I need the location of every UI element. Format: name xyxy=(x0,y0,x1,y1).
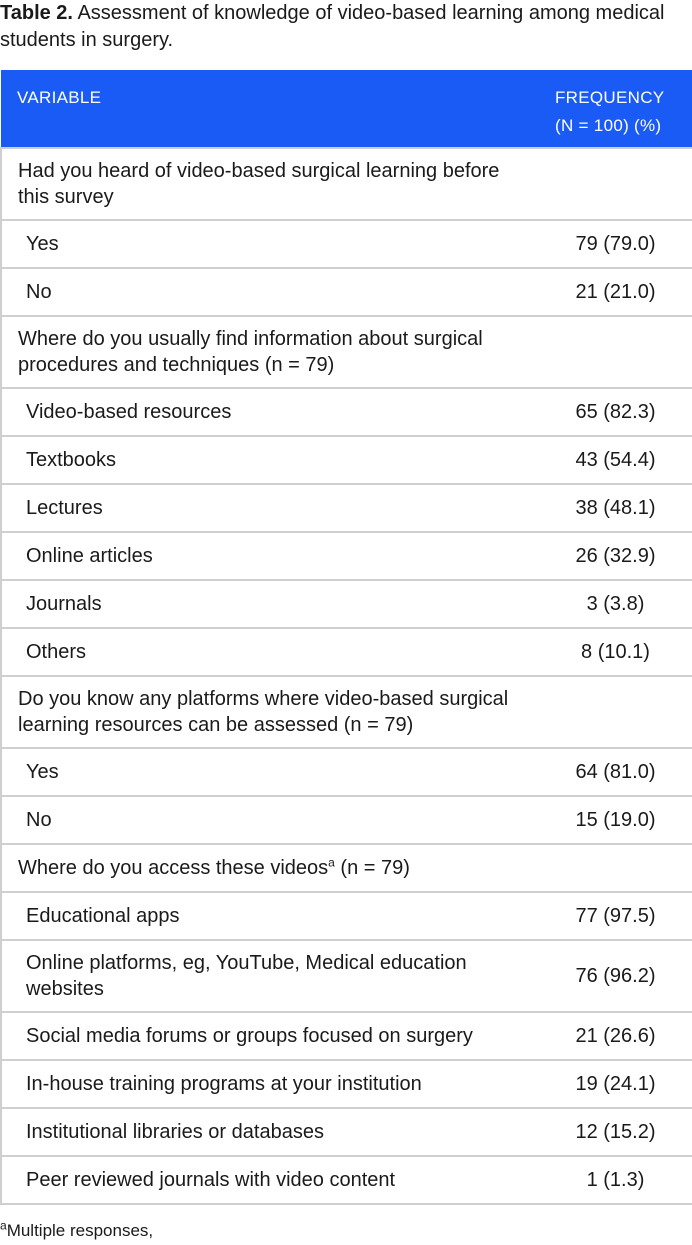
option-label xyxy=(1,436,539,484)
frequency-value xyxy=(539,844,692,892)
frequency-value: 77 (97.5) xyxy=(539,892,692,940)
frequency-value: 26 (32.9) xyxy=(539,532,692,580)
frequency-value xyxy=(539,316,692,388)
question-label xyxy=(1,844,539,892)
option-row xyxy=(1,748,692,796)
frequency-value: 19 (24.1) xyxy=(539,1060,692,1108)
question-label xyxy=(1,676,539,748)
option-label xyxy=(1,1012,539,1060)
footnote-text: Multiple responses, xyxy=(6,1221,154,1240)
footnote-reference: a xyxy=(328,855,335,870)
frequency-value: 12 (15.2) xyxy=(539,1108,692,1156)
option-label xyxy=(1,748,539,796)
question-row xyxy=(1,844,692,892)
option-row xyxy=(1,1012,692,1060)
frequency-value: 8 (10.1) xyxy=(539,628,692,676)
row-label-text: Where do you access these videos xyxy=(18,857,329,879)
frequency-value: 3 (3.8) xyxy=(539,580,692,628)
question-label xyxy=(1,148,539,220)
question-row xyxy=(1,676,692,748)
row-label-text: In-house training programs at your institution xyxy=(26,1073,422,1095)
table-title: Assessment of knowledge of video-based learning among medical students in surgery. xyxy=(0,2,665,51)
row-label-text: No xyxy=(26,281,52,303)
option-label xyxy=(1,1060,539,1108)
option-row xyxy=(1,1156,692,1204)
row-label-text: Social media forums or groups focused on surgery xyxy=(26,1025,473,1047)
row-label-text: Online platforms, eg, YouTube, Medical education websites xyxy=(26,952,467,1000)
option-label xyxy=(1,1156,539,1204)
option-row xyxy=(1,436,692,484)
row-label-text: Institutional libraries or databases xyxy=(26,1121,324,1143)
question-row xyxy=(1,316,692,388)
frequency-value: 1 (1.3) xyxy=(539,1156,692,1204)
header-frequency-line1: FREQUENCY xyxy=(555,88,665,107)
footnote-marker: a xyxy=(0,1218,7,1233)
option-row xyxy=(1,1060,692,1108)
question-row xyxy=(1,148,692,220)
option-row xyxy=(1,1108,692,1156)
option-label xyxy=(1,388,539,436)
option-row xyxy=(1,796,692,844)
option-label xyxy=(1,628,539,676)
frequency-value xyxy=(539,676,692,748)
frequency-value: 38 (48.1) xyxy=(539,484,692,532)
row-label-text: Others xyxy=(26,641,87,663)
frequency-value: 21 (26.6) xyxy=(539,1012,692,1060)
knowledge-table xyxy=(0,70,692,1205)
frequency-value: 64 (81.0) xyxy=(539,748,692,796)
option-label xyxy=(1,532,539,580)
table-caption xyxy=(0,0,680,54)
row-label-text: Video-based resources xyxy=(26,401,232,423)
frequency-value xyxy=(539,148,692,220)
option-label xyxy=(1,892,539,940)
option-label xyxy=(1,796,539,844)
row-label-text: Do you know any platforms where video-based surgical learning resources can be assessed (n = 79) xyxy=(18,688,509,736)
option-label xyxy=(1,580,539,628)
row-label-text: Had you heard of video-based surgical learning before this survey xyxy=(18,160,500,208)
option-row xyxy=(1,892,692,940)
row-label-text: Peer reviewed journals with video content xyxy=(26,1169,396,1191)
row-label-text: Online articles xyxy=(26,545,153,567)
frequency-value: 21 (21.0) xyxy=(539,268,692,316)
header-variable: VARIABLE xyxy=(17,88,102,107)
option-row xyxy=(1,628,692,676)
row-label-text: Yes xyxy=(26,233,59,255)
table-footnote xyxy=(0,1218,154,1241)
option-label xyxy=(1,484,539,532)
table-header-row xyxy=(1,70,692,148)
option-label xyxy=(1,220,539,268)
option-label xyxy=(1,940,539,1012)
option-row xyxy=(1,388,692,436)
option-row xyxy=(1,940,692,1012)
frequency-value: 76 (96.2) xyxy=(539,940,692,1012)
option-label xyxy=(1,268,539,316)
row-label-text: Lectures xyxy=(26,497,103,519)
option-label xyxy=(1,1108,539,1156)
option-row xyxy=(1,220,692,268)
frequency-value: 43 (54.4) xyxy=(539,436,692,484)
row-label-text: Yes xyxy=(26,761,59,783)
header-frequency xyxy=(539,70,692,148)
option-row xyxy=(1,484,692,532)
frequency-value: 15 (19.0) xyxy=(539,796,692,844)
row-label-text: No xyxy=(26,809,52,831)
row-label-text: Textbooks xyxy=(26,449,117,471)
option-row xyxy=(1,580,692,628)
header-frequency-line2: (N = 100) (%) xyxy=(555,116,662,135)
frequency-value: 65 (82.3) xyxy=(539,388,692,436)
row-label-text: Journals xyxy=(26,593,102,615)
frequency-value: 79 (79.0) xyxy=(539,220,692,268)
table-label: Table 2. xyxy=(0,2,73,24)
row-label-text: Where do you usually find information about surgical procedures and techniques (n = 79) xyxy=(18,328,483,376)
row-label-text: Educational apps xyxy=(26,905,180,927)
option-row xyxy=(1,268,692,316)
question-label xyxy=(1,316,539,388)
row-label-suffix: (n = 79) xyxy=(334,857,410,879)
option-row xyxy=(1,532,692,580)
